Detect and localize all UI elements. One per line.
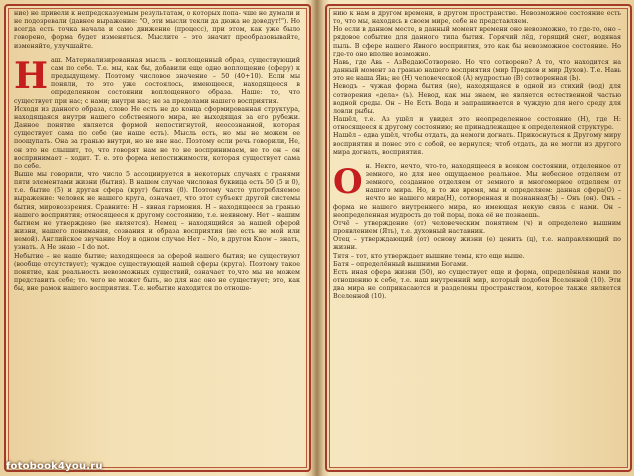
- dropcap-letter-n: Н: [14, 54, 49, 97]
- left-paragraph-1: ние) не привели к непредсказуемым результатам, о которых попа- чше не думали и не подозревали (давнее выражение: "О, эти мысли текли да дюжа не доведут!"). Но всегда есть точка начала и само движение (процесс), при этом, как уже было говорено, форма будет изменяться. Мыслите – это значит преобразовывайте, изменяйте, улучшайте.: [14, 10, 300, 50]
- left-paragraph-2: аш. Материализированная мысль – воплощенный образ, существующий сам по себе. Т.е. мы, как бы, добавили еще одно воплощение (сферу) к предыдущему. Поэтому числовое значение – 50 (40+10). Если мы поняли, то это уже состоялось, имеющееся, находящееся в определенном состоянии воплощенного образа. Наше: то, что существует при нас; с нами; внутри нас; не за пределами нашего восприятия.: [14, 56, 300, 105]
- right-paragraph-12: Есть иная сфера жизни (50), но существует еще и форма, определённая нами по отношению к себе, т.е. наш внутренний мир, который подобен Вселенной (10). Эти два мира не соприкасаются и разделены пространством, которое также является Вселенной (10).: [333, 268, 621, 301]
- right-page-text: [333, 10, 621, 466]
- right-paragraph-3: Навь, где Авь – АзВедаюСотворено. Но что сотворено? А то, что находится на данный момент за гранью нашего восприятия (мир Предков и мир Духов). Т.е. Навь это не наша Явь; не (Н) человеческой (А) мудростью (В) сотворенная (Ь).: [333, 58, 621, 83]
- right-paragraph-6: Нашёл – едва ушёл, чтобы отдать, да немоги догнать. Прикоснуться к Другому миру восприятия и понес это с собой, ее вернулся; чтоб отдать, да не могли из другого мира догнать, восприятия.: [333, 132, 621, 156]
- right-paragraph-4: Неводъ – чужая форма бытия (не), находящаяся в одной из стихий (вод) для сотворения «дела» (ъ). Невод, как мы знаем, не является естественной частью водной среды. Он – Не Есть Вода и запрашивается в чуждую для него среду для ловли рыбы.: [333, 83, 621, 115]
- left-page-text: [14, 10, 300, 466]
- right-paragraph-1: нию к нам в другом времени, в другом пространстве. Невозможное состояние есть то, что мы, находясь в своем мире, себе не представляем.: [333, 10, 621, 26]
- right-paragraph-8: Отчё – утверждение (от) человеческим понятием (ч) и определено вышним проявлением (Ять), т.е. духовный наставник.: [333, 219, 621, 236]
- right-paragraph-11: Батя – определённый вышними Богами.: [333, 260, 469, 268]
- left-paragraph-4: Выше мы говорили, что число 5 ассоциируется в некоторых случаях с гранями пяти элементами жизни (бытия). В нашем случае числовая буквица есть 50 (5 и 0), т.е. бытие (5) и другая сфера (круг) бытия (0). Поэтому часто употребляемое выражение: человек не нашего круга, означает, что этот субъект другой системы бытия, мировоззрения. Сравните: Н – явная гармония. Н – находящееся за гранью нашего восприятия; относящееся к другому состоянию, т.е. неявному. Нет – нашим бытием не утверждено (не является). Немец – находящийся за нашей сферой жизни, нашего понимания, созвания и образа восприятия (не есть не мой или немой). Английское звучание Ноу в одном случае Нет – No, в другом Know – знать, узнать. А Не знаю – I do not.: [14, 170, 300, 252]
- right-paragraph-2: Но если в данном месте, в данный момент времени оно невозможно, то где-то, оно – рядовое событие для данного типа бытия. Горячий лёд, горящий снег, водяная пыль. В сфере нашего Явного восприятия, это как бы невозможное состояние. Но где-то оно вполне возможно.: [333, 26, 621, 58]
- left-paragraph-3: Исходя из данного образа, слово Не есть не до конца сформированная структура, находящаяся внутри нашего собственного мира, не выходящая за его рубежи. Данное понятие является формой непостигнутой, неосознанной, которая существует сама по себе (не наше есть). Мысль есть, но мы не можем ее поощупать. Она за гранью внутри, но не вне нас. Поэтому если речь говорили, Не, он это не слышит, то, что говорят нам не то не воспринимаем, не то он – он воспринимает – ходит. Т. е. это форма непостижимости, которая существует сама по себе.: [14, 105, 300, 170]
- right-paragraph-7: н. Некто, нечто, что-то, находящееся в всеком состоянии, отделенное от земного, но для нее ощущаемое реальное. Мы небесное отделяем от земного, созданное отделяем от земного и многомерное отделяем от нашего мира. Но, в то же время, мы и определяем: данная сфера(О) – нечто не нашего мира(Н), сотворенная и познанная(Ъ) – Онъ (он). Онъ – форма не нашего внутреннего мира, но имеющая некую связь с нами. Он – неопределенная мудрость до той поры, пока её не познаешь.: [333, 162, 621, 219]
- site-watermark: fotobook4you.ru: [6, 461, 103, 472]
- right-paragraph-5: Нашёл, т.е. Аз ушёл и увидел это неопределенное состояние (Н), где Н: относящееся к другому состоянию; не принадлежащее к определенной структуре.: [333, 116, 621, 132]
- right-paragraph-10: Тятя – тот, кто утверждает вышние темы, кто еще выше.: [333, 252, 525, 260]
- right-paragraph-9: Отец – утверждающий (от) основу жизни (е) ценить (ц), т.е. направляющий по жизни.: [333, 236, 621, 252]
- book-gutter: [311, 0, 323, 476]
- left-paragraph-5: Небытие – не наше бытие; находящееся за сферой нашего бытия; не существуют (вообще отсутствует); чуждое существующей нашей сферы (круга). Поэтому такое понятие, как реальность невозможных существий, означает то,что мы не можем представить себе; то. чего не может быть, но для нас оно не существует; это, как бы, вне рамок нашего восприятия. Т.е. небытие находится по отноше-: [14, 252, 300, 293]
- dropcap-letter-o: О: [333, 161, 363, 202]
